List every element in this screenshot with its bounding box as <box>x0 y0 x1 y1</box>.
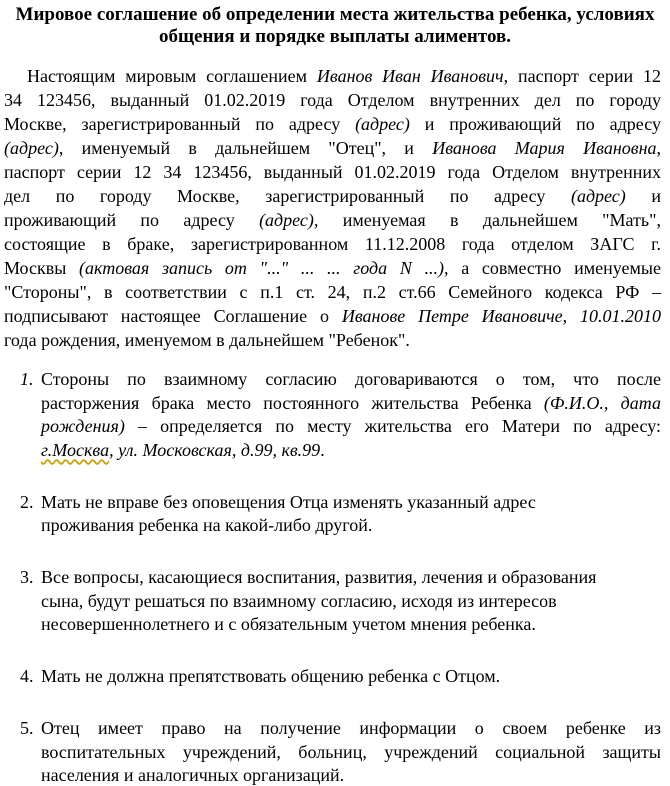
preamble-line: подписывают настоящее Соглашение о Иванове Петре Ивановиче, 10.01.2010 <box>4 306 662 326</box>
title-line-2: общения и порядке выплаты алиментов. <box>158 26 511 47</box>
list-item-line: Все вопросы, касающиеся воспитания, развития, лечения и образования <box>41 567 597 588</box>
list-item-line: Стороны по взаимному согласию договариваются о том, что после <box>41 369 661 389</box>
list-item-line: Мать не вправе без оповещения Отца изменять указанный адрес <box>41 491 536 512</box>
preamble-line: дел по городу Москве, зарегистрированный по адресу (адрес) и <box>4 186 661 206</box>
title-line-1: Мировое соглашение об определении места жительства ребенка, условиях <box>15 4 655 25</box>
list-item-line: рождения) – определяется по месту жительства его Матери по адресу: <box>41 416 661 437</box>
list-item-line: сына, будут решаться по взаимному согласию, исходя из интересов <box>41 590 557 611</box>
preamble-line: "Стороны", в соответствии с п.1 ст. 24, п.2 ст.66 Семейного кодекса РФ – <box>4 282 661 302</box>
list-item-line: несовершеннолетнего и с обязательным учетом мнения ребенка. <box>41 614 536 635</box>
preamble-line: Настоящим мировым соглашением Иванов Иван Иванович, паспорт серии 12 <box>27 66 662 86</box>
list-item-line: населения и аналогичных организаций. <box>41 765 345 786</box>
preamble-line: Москве, зарегистрированный по адресу (адрес) и проживающий по адресу <box>4 114 661 134</box>
list-item-line: воспитательных учреждений, больниц, учреждений социальной защиты <box>41 741 661 762</box>
list-item-number: 1. <box>20 369 34 389</box>
preamble-line: паспорт серии 12 34 123456, выданный 01.02.2019 года Отделом внутренних <box>4 162 661 182</box>
list-item-number: 3. <box>20 567 34 588</box>
list-item-number: 4. <box>20 666 34 687</box>
preamble-line: проживающий по адресу (адрес), именуемая в дальнейшем "Мать", <box>4 210 661 230</box>
list-item-line: Отец имеет право на получение информации о своем ребенке из <box>41 718 661 739</box>
list-item-line: расторжения брака место постоянного жительства Ребенка (Ф.И.О., дата <box>41 392 661 413</box>
list-item-line: проживания ребенка на какой-либо другой. <box>41 515 373 536</box>
preamble-line: состоящие в браке, зарегистрированном 11.12.2008 года отделом ЗАГС г. <box>4 234 661 254</box>
preamble-line: (адрес), именуемый в дальнейшем "Отец", и Иванова Мария Ивановна, <box>4 138 661 158</box>
list-item-number: 5. <box>20 718 34 739</box>
list-item-line: Мать не должна препятствовать общению ребенка с Отцом. <box>41 666 501 687</box>
preamble-line: 34 123456, выданный 01.02.2019 года Отделом внутренних дел по городу <box>4 90 661 110</box>
list-item-number: 2. <box>20 491 34 512</box>
document-title <box>4 4 666 48</box>
address-city: г.Москва <box>41 439 110 460</box>
list-item-line: г.Москва, ул. Московская, д.99, кв.99. <box>41 439 325 460</box>
preamble-line: Москвы (актовая запись от "..." ... ... года N ...), а совместно именуемые <box>4 258 661 278</box>
preamble-line: года рождения, именуемом в дальнейшем "Ребенок". <box>4 330 410 350</box>
